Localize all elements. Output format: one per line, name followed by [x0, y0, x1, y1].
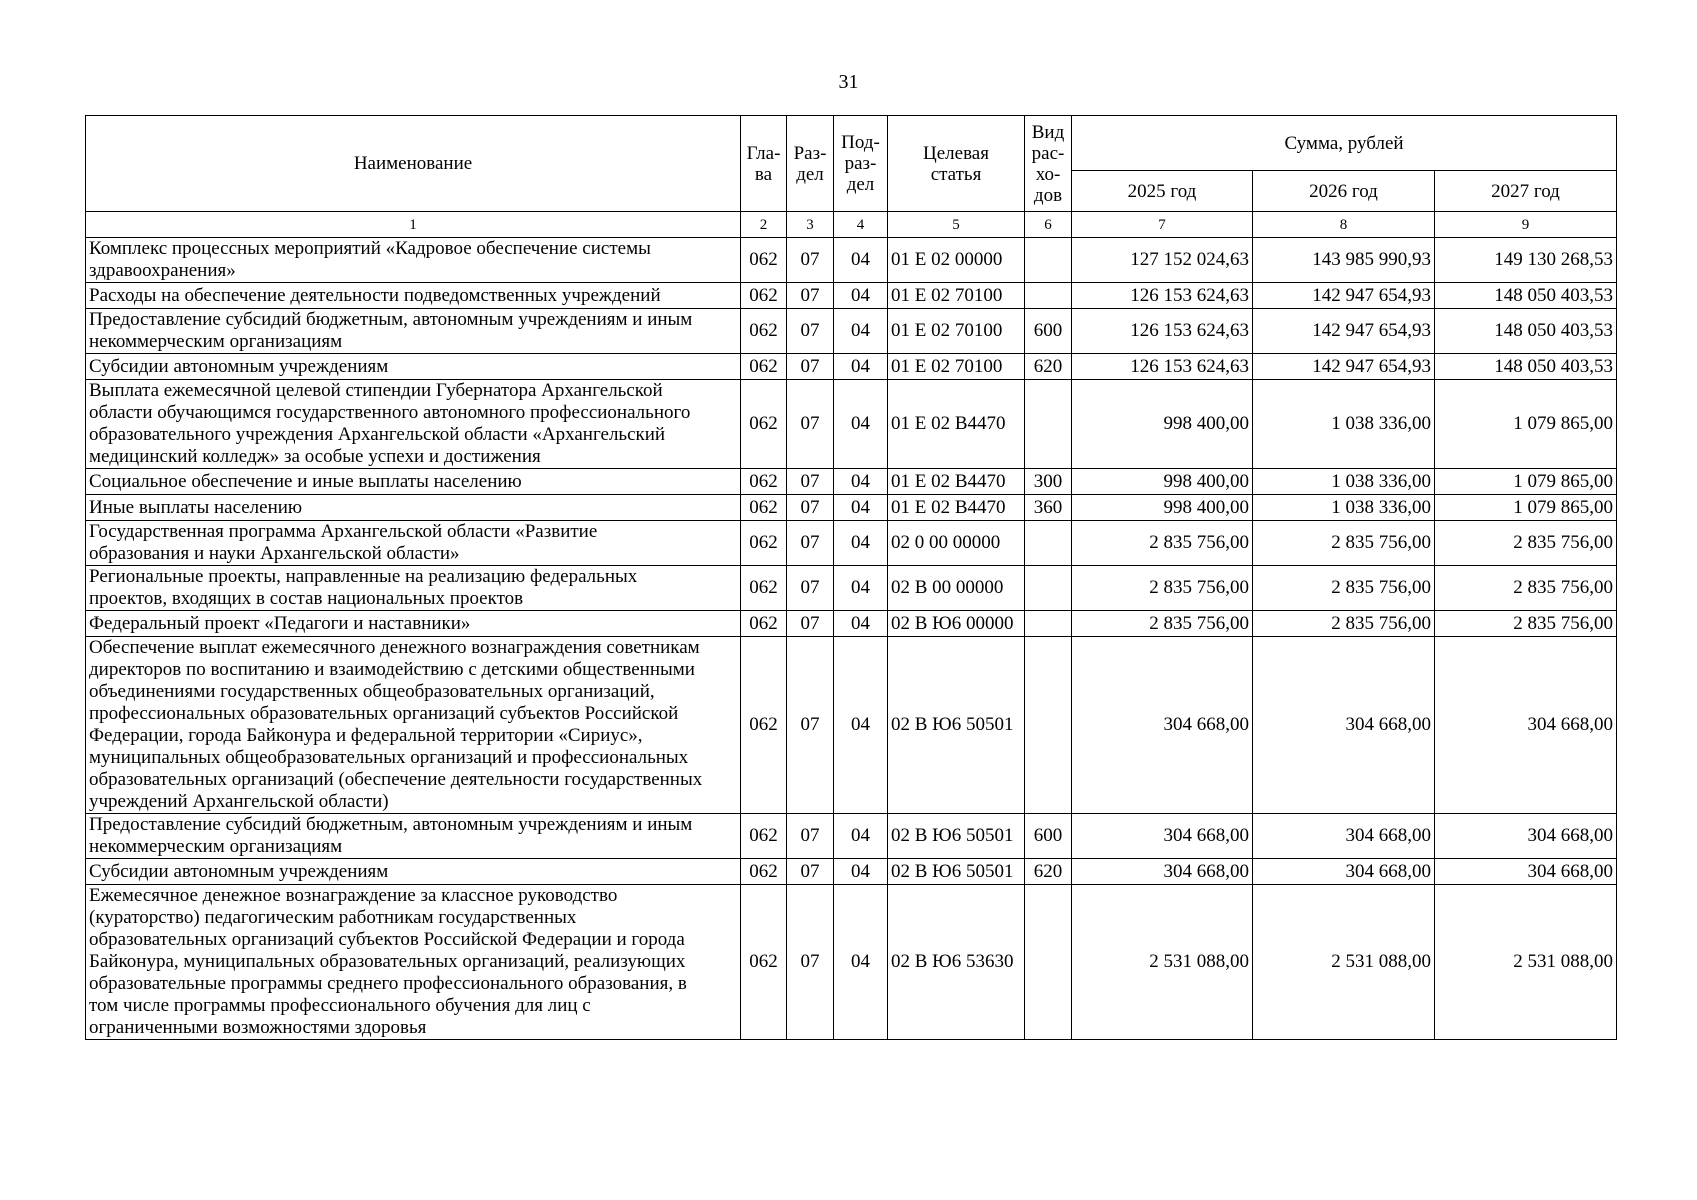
razdel-cell: 07	[787, 354, 834, 380]
row-name-cell	[86, 283, 741, 309]
row-name-line: объединениями государственных общеобразовательных организаций,	[89, 681, 655, 702]
row-name-line: (кураторство) педагогическим работникам государственных	[89, 907, 577, 928]
row-name-line: Байконура, муниципальных образовательных организаций, реализующих	[89, 951, 686, 972]
table-row	[86, 283, 1617, 309]
page-number: 31	[838, 71, 859, 93]
row-name-line: образовательных организаций (обеспечение деятельности государственных	[89, 769, 703, 790]
header-vid-rashodov: Вид рас- хо- дов	[1025, 116, 1072, 212]
row-name-cell	[86, 380, 741, 469]
celevaya-statya-cell: 01 Е 02 В4470	[888, 469, 1025, 495]
sum-2025-cell: 998 400,00	[1072, 380, 1253, 469]
budget-table	[85, 115, 1617, 1040]
celevaya-statya-cell: 02 В 00 00000	[888, 566, 1025, 611]
glava-cell: 062	[741, 566, 787, 611]
sum-2026-cell: 304 668,00	[1253, 814, 1435, 859]
sum-2026-cell: 2 531 088,00	[1253, 885, 1435, 1040]
sum-2027-cell: 148 050 403,53	[1435, 354, 1617, 380]
sum-2025-cell: 126 153 624,63	[1072, 283, 1253, 309]
sum-2027-cell: 2 835 756,00	[1435, 566, 1617, 611]
table-row	[86, 521, 1617, 566]
podrazdel-cell: 04	[834, 521, 888, 566]
row-name-line: медицинский колледж» за особые успехи и достижения	[89, 446, 541, 467]
row-name-line: некоммерческим организациям	[89, 331, 343, 352]
header-name: Наименование	[86, 116, 741, 212]
table-row	[86, 637, 1617, 814]
podrazdel-cell: 04	[834, 859, 888, 885]
glava-cell: 062	[741, 885, 787, 1040]
vid-rashodov-cell	[1025, 521, 1072, 566]
podrazdel-cell: 04	[834, 495, 888, 521]
podrazdel-cell: 04	[834, 637, 888, 814]
celevaya-statya-cell: 01 Е 02 70100	[888, 354, 1025, 380]
row-name-cell	[86, 885, 741, 1040]
row-name-line: Государственная программа Архангельской области «Развитие	[89, 521, 598, 542]
sum-2025-cell: 304 668,00	[1072, 859, 1253, 885]
row-name-cell	[86, 521, 741, 566]
glava-cell: 062	[741, 611, 787, 637]
celevaya-statya-cell: 02 В Ю6 50501	[888, 814, 1025, 859]
table-row	[86, 380, 1617, 469]
celevaya-statya-cell: 02 В Ю6 50501	[888, 859, 1025, 885]
podrazdel-cell: 04	[834, 380, 888, 469]
sum-2025-cell: 998 400,00	[1072, 495, 1253, 521]
row-name-line: том числе программы профессионального обучения для лиц с	[89, 995, 591, 1016]
sum-2026-cell: 2 835 756,00	[1253, 566, 1435, 611]
col-number: 9	[1435, 212, 1617, 238]
sum-2025-cell: 2 835 756,00	[1072, 521, 1253, 566]
row-name-cell	[86, 859, 741, 885]
vid-rashodov-cell	[1025, 611, 1072, 637]
col-number: 6	[1025, 212, 1072, 238]
table-row	[86, 885, 1617, 1040]
header-summa: Сумма, рублей	[1072, 116, 1617, 171]
sum-2027-cell: 304 668,00	[1435, 814, 1617, 859]
table-row	[86, 469, 1617, 495]
row-name-line: директоров по воспитанию и взаимодействию с детскими общественными	[89, 659, 695, 680]
row-name-line: Обеспечение выплат ежемесячного денежного вознаграждения советникам	[89, 637, 700, 658]
glava-cell: 062	[741, 238, 787, 283]
razdel-cell: 07	[787, 859, 834, 885]
row-name-line: ограниченными возможностями здоровья	[89, 1017, 427, 1038]
sum-2026-cell: 142 947 654,93	[1253, 309, 1435, 354]
table-row	[86, 238, 1617, 283]
podrazdel-cell: 04	[834, 814, 888, 859]
podrazdel-cell: 04	[834, 238, 888, 283]
column-number-row	[86, 212, 1617, 238]
celevaya-statya-cell: 02 В Ю6 00000	[888, 611, 1025, 637]
header-year-2025: 2025 год	[1072, 171, 1253, 212]
row-name-line: Региональные проекты, направленные на реализацию федеральных	[89, 566, 638, 587]
row-name-line: образования и науки Архангельской области»	[89, 543, 460, 564]
header-celevaya-statya: Целевая статья	[888, 116, 1025, 212]
sum-2025-cell: 998 400,00	[1072, 469, 1253, 495]
razdel-cell: 07	[787, 521, 834, 566]
row-name-cell	[86, 309, 741, 354]
sum-2027-cell: 1 079 865,00	[1435, 380, 1617, 469]
header-razdel: Раз- дел	[787, 116, 834, 212]
row-name-line: здравоохранения»	[89, 260, 236, 281]
sum-2025-cell: 2 835 756,00	[1072, 566, 1253, 611]
vid-rashodov-cell	[1025, 566, 1072, 611]
glava-cell: 062	[741, 354, 787, 380]
podrazdel-cell: 04	[834, 283, 888, 309]
table-row	[86, 611, 1617, 637]
vid-rashodov-cell	[1025, 637, 1072, 814]
sum-2026-cell: 1 038 336,00	[1253, 469, 1435, 495]
celevaya-statya-cell: 02 В Ю6 53630	[888, 885, 1025, 1040]
vid-rashodov-cell: 360	[1025, 495, 1072, 521]
table-body	[86, 238, 1617, 1040]
sum-2027-cell: 304 668,00	[1435, 637, 1617, 814]
celevaya-statya-cell: 02 В Ю6 50501	[888, 637, 1025, 814]
sum-2026-cell: 142 947 654,93	[1253, 283, 1435, 309]
sum-2027-cell: 148 050 403,53	[1435, 283, 1617, 309]
row-name-cell	[86, 469, 741, 495]
sum-2027-cell: 2 835 756,00	[1435, 521, 1617, 566]
table-row	[86, 566, 1617, 611]
row-name-line: Федерации, города Байконура и федеральной территории «Сириус»,	[89, 725, 643, 746]
razdel-cell: 07	[787, 238, 834, 283]
celevaya-statya-cell: 01 Е 02 В4470	[888, 380, 1025, 469]
row-name-cell	[86, 637, 741, 814]
row-name-line: проектов, входящих в состав национальных проектов	[89, 588, 524, 609]
sum-2026-cell: 1 038 336,00	[1253, 495, 1435, 521]
row-name-line: Расходы на обеспечение деятельности подведомственных учреждений	[89, 284, 661, 306]
row-name-line: образовательного учреждения Архангельской области «Архангельский	[89, 424, 666, 445]
row-name-line: Выплата ежемесячной целевой стипендии Губернатора Архангельской	[89, 380, 663, 401]
celevaya-statya-cell: 01 Е 02 70100	[888, 309, 1025, 354]
sum-2025-cell: 2 835 756,00	[1072, 611, 1253, 637]
vid-rashodov-cell: 620	[1025, 859, 1072, 885]
row-name-line: профессиональных образовательных организаций субъектов Российской	[89, 703, 679, 724]
row-name-line: Предоставление субсидий бюджетным, автономным учреждениям и иным	[89, 814, 693, 835]
col-number: 1	[86, 212, 741, 238]
podrazdel-cell: 04	[834, 469, 888, 495]
vid-rashodov-cell: 620	[1025, 354, 1072, 380]
glava-cell: 062	[741, 637, 787, 814]
row-name-line: образовательных организаций субъектов Российской Федерации и города	[89, 929, 685, 950]
vid-rashodov-cell	[1025, 885, 1072, 1040]
header-year-2027: 2027 год	[1435, 171, 1617, 212]
col-number: 5	[888, 212, 1025, 238]
row-name-line: образовательные программы среднего профессионального образования, в	[89, 973, 687, 994]
row-name-cell	[86, 611, 741, 637]
row-name-line: Предоставление субсидий бюджетным, автономным учреждениям и иным	[89, 309, 693, 330]
sum-2026-cell: 304 668,00	[1253, 859, 1435, 885]
celevaya-statya-cell: 01 Е 02 70100	[888, 283, 1025, 309]
vid-rashodov-cell: 300	[1025, 469, 1072, 495]
col-number: 2	[741, 212, 787, 238]
row-name-cell	[86, 814, 741, 859]
sum-2026-cell: 2 835 756,00	[1253, 611, 1435, 637]
header-glava: Гла- ва	[741, 116, 787, 212]
row-name-line: Федеральный проект «Педагоги и наставники»	[89, 612, 471, 634]
glava-cell: 062	[741, 309, 787, 354]
sum-2025-cell: 2 531 088,00	[1072, 885, 1253, 1040]
sum-2027-cell: 1 079 865,00	[1435, 495, 1617, 521]
podrazdel-cell: 04	[834, 354, 888, 380]
glava-cell: 062	[741, 859, 787, 885]
row-name-line: учреждений Архангельской области)	[89, 791, 389, 812]
sum-2025-cell: 126 153 624,63	[1072, 354, 1253, 380]
razdel-cell: 07	[787, 309, 834, 354]
vid-rashodov-cell: 600	[1025, 814, 1072, 859]
sum-2027-cell: 149 130 268,53	[1435, 238, 1617, 283]
podrazdel-cell: 04	[834, 566, 888, 611]
razdel-cell: 07	[787, 380, 834, 469]
sum-2027-cell: 2 531 088,00	[1435, 885, 1617, 1040]
sum-2026-cell: 2 835 756,00	[1253, 521, 1435, 566]
row-name-cell	[86, 566, 741, 611]
vid-rashodov-cell	[1025, 283, 1072, 309]
header-year-2026: 2026 год	[1253, 171, 1435, 212]
sum-2025-cell: 126 153 624,63	[1072, 309, 1253, 354]
sum-2026-cell: 1 038 336,00	[1253, 380, 1435, 469]
row-name-line: Комплекс процессных мероприятий «Кадровое обеспечение системы	[89, 238, 651, 259]
col-number: 8	[1253, 212, 1435, 238]
table-row	[86, 309, 1617, 354]
razdel-cell: 07	[787, 814, 834, 859]
table-row	[86, 814, 1617, 859]
razdel-cell: 07	[787, 885, 834, 1040]
vid-rashodov-cell: 600	[1025, 309, 1072, 354]
razdel-cell: 07	[787, 611, 834, 637]
row-name-cell	[86, 354, 741, 380]
vid-rashodov-cell	[1025, 238, 1072, 283]
sum-2025-cell: 304 668,00	[1072, 814, 1253, 859]
row-name-line: Субсидии автономным учреждениям	[89, 860, 389, 882]
glava-cell: 062	[741, 380, 787, 469]
glava-cell: 062	[741, 469, 787, 495]
row-name-line: Социальное обеспечение и иные выплаты населению	[89, 470, 522, 492]
row-name-line: Субсидии автономным учреждениям	[89, 355, 389, 377]
razdel-cell: 07	[787, 469, 834, 495]
table-row	[86, 354, 1617, 380]
celevaya-statya-cell: 01 Е 02 В4470	[888, 495, 1025, 521]
sum-2026-cell: 304 668,00	[1253, 637, 1435, 814]
glava-cell: 062	[741, 521, 787, 566]
sum-2027-cell: 304 668,00	[1435, 859, 1617, 885]
row-name-line: области обучающимся государственного автономного профессионального	[89, 402, 691, 423]
razdel-cell: 07	[787, 566, 834, 611]
sum-2027-cell: 1 079 865,00	[1435, 469, 1617, 495]
sum-2025-cell: 304 668,00	[1072, 637, 1253, 814]
podrazdel-cell: 04	[834, 885, 888, 1040]
razdel-cell: 07	[787, 495, 834, 521]
table-row	[86, 859, 1617, 885]
sum-2026-cell: 143 985 990,93	[1253, 238, 1435, 283]
razdel-cell: 07	[787, 637, 834, 814]
razdel-cell: 07	[787, 283, 834, 309]
glava-cell: 062	[741, 814, 787, 859]
row-name-line: Иные выплаты населению	[89, 496, 303, 518]
row-name-cell	[86, 238, 741, 283]
row-name-line: некоммерческим организациям	[89, 836, 343, 857]
row-name-line: Ежемесячное денежное вознаграждение за классное руководство	[89, 885, 618, 906]
col-number: 4	[834, 212, 888, 238]
col-number: 3	[787, 212, 834, 238]
row-name-cell	[86, 495, 741, 521]
sum-2025-cell: 127 152 024,63	[1072, 238, 1253, 283]
celevaya-statya-cell: 02 0 00 00000	[888, 521, 1025, 566]
col-number: 7	[1072, 212, 1253, 238]
header-podrazdel: Под- раз- дел	[834, 116, 888, 212]
table-row	[86, 495, 1617, 521]
celevaya-statya-cell: 01 Е 02 00000	[888, 238, 1025, 283]
sum-2027-cell: 148 050 403,53	[1435, 309, 1617, 354]
podrazdel-cell: 04	[834, 611, 888, 637]
glava-cell: 062	[741, 495, 787, 521]
sum-2027-cell: 2 835 756,00	[1435, 611, 1617, 637]
sum-2026-cell: 142 947 654,93	[1253, 354, 1435, 380]
podrazdel-cell: 04	[834, 309, 888, 354]
vid-rashodov-cell	[1025, 380, 1072, 469]
glava-cell: 062	[741, 283, 787, 309]
row-name-line: муниципальных общеобразовательных организаций и профессиональных	[89, 747, 689, 768]
